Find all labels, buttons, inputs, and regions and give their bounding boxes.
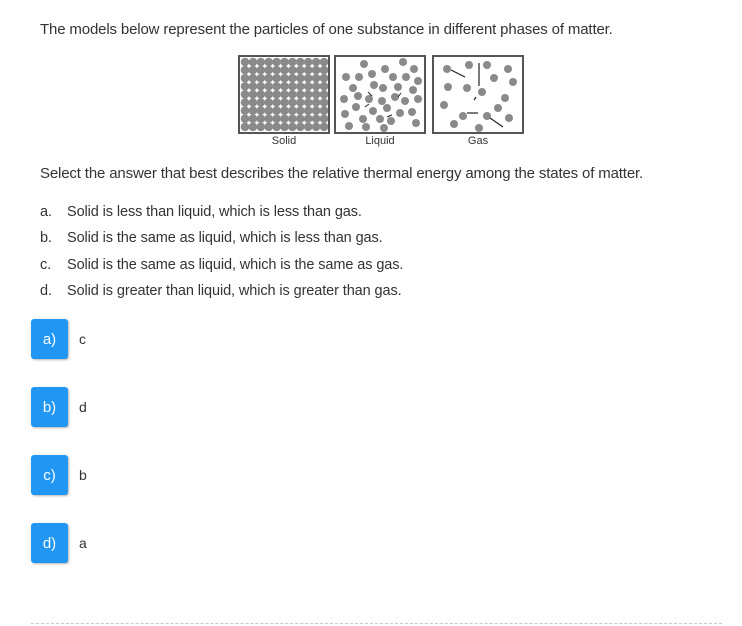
question-text: Select the answer that best describes the relative thermal energy among the states of matter. [40,165,644,182]
liquid-particles-image [336,57,424,132]
option-text: Solid is greater than liquid, which is greater than gas. [67,283,402,300]
answer-button-c[interactable]: c) [31,455,68,495]
option-item-c [40,252,403,278]
liquid-particle-diagram [334,55,426,134]
answer-choice-b[interactable] [31,387,87,427]
option-text: Solid is the same as liquid, which is less than gas. [67,230,383,247]
option-text: Solid is the same as liquid, which is the same as gas. [67,256,404,273]
option-list [40,199,403,304]
answer-choice-c[interactable] [31,455,87,495]
option-item-d [40,278,403,304]
intro-text: The models below represent the particles of one substance in different phases of matter. [40,21,613,38]
answer-value[interactable]: c [79,331,86,347]
gas-particle-diagram [432,55,524,134]
option-letter: c. [40,256,52,273]
gas-particles-image [434,57,522,132]
option-letter: a. [40,204,52,221]
answer-button-a[interactable]: a) [31,319,68,359]
dashed-divider [31,623,722,624]
answer-choice-d[interactable] [31,523,87,563]
answer-choice-a[interactable] [31,319,86,359]
option-text: Solid is less than liquid, which is less than gas. [67,204,362,221]
model-label-solid: Solid [271,135,297,147]
option-letter: b. [40,230,52,247]
answer-value[interactable]: a [79,535,87,551]
phase-models-figure [238,55,528,150]
model-gas [432,55,524,147]
answer-value[interactable]: b [79,467,87,483]
model-label-liquid: Liquid [365,135,395,147]
answer-button-b[interactable]: b) [31,387,68,427]
model-solid [238,55,330,147]
option-item-a [40,199,403,225]
answer-value[interactable]: d [79,399,87,415]
solid-particles-image [240,57,328,132]
model-label-gas: Gas [467,135,489,147]
option-letter: d. [40,283,52,300]
answer-button-d[interactable]: d) [31,523,68,563]
solid-particle-diagram [238,55,330,134]
model-liquid [334,55,426,147]
option-item-b [40,225,403,251]
